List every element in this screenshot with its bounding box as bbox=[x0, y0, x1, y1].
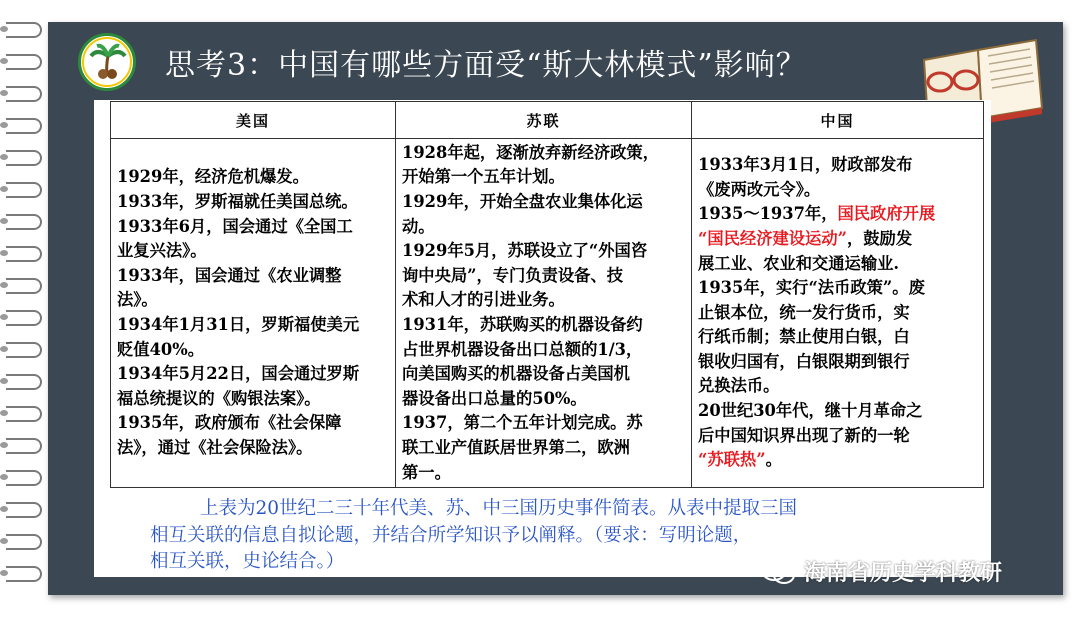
spiral-ring bbox=[6, 310, 42, 326]
table-text-line bbox=[402, 362, 687, 387]
table-text: 业复兴法》。 bbox=[117, 241, 207, 261]
watermark bbox=[760, 556, 1002, 587]
table-text: 1935～1937年， bbox=[698, 204, 838, 224]
table-text-line bbox=[698, 301, 979, 326]
spiral-ring bbox=[6, 278, 42, 294]
table-text: 止银本位，统一发行货币，实 bbox=[698, 302, 910, 322]
table-text-line bbox=[402, 338, 687, 363]
table-text-line bbox=[117, 288, 391, 313]
history-table bbox=[110, 101, 984, 488]
spiral-ring bbox=[6, 118, 42, 134]
table-text: 1935年，政府颁布《社会保障 bbox=[117, 413, 342, 433]
table-text: 行纸币制；禁止使用白银，白 bbox=[698, 327, 910, 347]
table-text: 1934年1月31日，罗斯福使美元 bbox=[117, 315, 360, 334]
table-text: 1928年起，逐渐放弃新经济政策， bbox=[402, 142, 659, 162]
table-text: 。 bbox=[765, 450, 782, 470]
cell-ussr bbox=[396, 139, 692, 488]
table-text: 术和人才的引进业务。 bbox=[402, 290, 565, 310]
header-china: 中国 bbox=[692, 102, 984, 139]
table-text-line bbox=[698, 424, 979, 449]
spiral-ring bbox=[6, 214, 42, 230]
table-text: 展工业、农业和交通运输业. bbox=[698, 253, 900, 273]
table-text-line bbox=[698, 350, 979, 375]
spiral-ring bbox=[6, 502, 42, 518]
table-text: 动。 bbox=[402, 216, 435, 236]
table-text: 1933年，国会通过《农业调整 bbox=[117, 265, 342, 285]
table-text: 银收归国有，白银限期到银行 bbox=[698, 351, 910, 371]
table-text-line bbox=[402, 215, 687, 240]
wechat-icon bbox=[760, 558, 796, 586]
table-text-line bbox=[402, 436, 687, 461]
table-text-line bbox=[402, 411, 687, 436]
question-line: 相互关联的信息自拟论题，并结合所学知识予以阐释。（要求：写明论题， bbox=[150, 524, 752, 546]
question-line: 相互关联，史论结合。） bbox=[150, 551, 345, 572]
table-text: 器设备出口总量的50%。 bbox=[402, 388, 587, 408]
table-text-line bbox=[117, 190, 391, 215]
table-text-line bbox=[117, 362, 391, 387]
spiral-ring bbox=[6, 246, 42, 262]
table-text-line bbox=[698, 399, 979, 424]
table-text-line bbox=[402, 461, 687, 486]
table-text-line bbox=[402, 239, 687, 264]
table-text: 法》，通过《社会保险法》。 bbox=[117, 437, 313, 457]
table-text-line bbox=[117, 264, 391, 289]
table-text-line bbox=[402, 288, 687, 313]
table-text-line bbox=[698, 227, 979, 252]
watermark-text: 海南省历史学科教研 bbox=[804, 561, 1003, 586]
highlight-text: “国民经济建设运动” bbox=[698, 228, 847, 248]
table-text-line bbox=[402, 141, 687, 166]
table-text: 1937，第二个五年计划完成。苏 bbox=[402, 413, 643, 433]
highlight-text: “苏联热” bbox=[698, 450, 766, 470]
spiral-ring bbox=[6, 150, 42, 166]
spiral-ring bbox=[6, 534, 42, 550]
table-text-line bbox=[117, 313, 391, 338]
spiral-ring bbox=[6, 438, 42, 454]
table-text: 向美国购买的机器设备占美国机 bbox=[402, 364, 630, 384]
table-text: 开始第一个五年计划。 bbox=[402, 167, 565, 187]
highlight-text: 国民政府开展 bbox=[837, 204, 936, 224]
spiral-ring bbox=[6, 86, 42, 102]
spiral-ring bbox=[6, 342, 42, 358]
logo-icon bbox=[78, 33, 136, 91]
table-text: 联工业产值跃居世界第二，欧洲 bbox=[402, 437, 630, 457]
table-text-line bbox=[698, 202, 979, 227]
spiral-ring bbox=[6, 470, 42, 486]
table-text-line bbox=[402, 387, 687, 412]
table-text-line bbox=[698, 276, 979, 301]
question-line: 上表为20世纪二三十年代美、苏、中三国历史事件简表。从表中提取三国 bbox=[200, 498, 798, 519]
table-text: 贬值40%。 bbox=[117, 339, 204, 359]
table-text-line bbox=[698, 448, 979, 473]
table-text: 1934年5月22日，国会通过罗斯 bbox=[117, 364, 360, 384]
table-text-line bbox=[698, 252, 979, 277]
table-text-line bbox=[117, 338, 391, 363]
table-text: 1931年，苏联购买的机器设备约 bbox=[402, 315, 643, 334]
table-text: 兑换法币。 bbox=[698, 376, 780, 396]
table-text-line bbox=[402, 190, 687, 215]
table-text: 法》。 bbox=[117, 290, 158, 310]
table-text: 20世纪30年代，继十月革命之 bbox=[698, 401, 923, 421]
table-text: ，鼓励发 bbox=[846, 228, 913, 248]
table-text: 1933年3月1日，财政部发布 bbox=[698, 155, 913, 175]
table-text: 福总统提议的《购银法案》。 bbox=[117, 388, 321, 408]
header-ussr: 苏联 bbox=[396, 102, 692, 139]
cell-china bbox=[692, 139, 984, 488]
table-text: 占世界机器设备出口总额的1/3， bbox=[402, 339, 643, 359]
table-text-line bbox=[698, 153, 979, 178]
table-text-line bbox=[117, 436, 391, 461]
table-text-line bbox=[117, 165, 391, 190]
table-text-line bbox=[117, 387, 391, 412]
table-text-line bbox=[402, 313, 687, 338]
table-text: 后中国知识界出现了新的一轮 bbox=[698, 425, 910, 445]
spiral-ring bbox=[6, 182, 42, 198]
table-text: 1933年6月，国会通过《全国工 bbox=[117, 216, 353, 236]
spiral-ring bbox=[6, 374, 42, 390]
spiral-ring bbox=[6, 54, 42, 70]
table-text-line bbox=[698, 374, 979, 399]
table-text: 1935年，实行“法币政策”。废 bbox=[698, 278, 925, 298]
header-usa: 美国 bbox=[111, 102, 396, 139]
table-text-line bbox=[117, 239, 391, 264]
table-text-line bbox=[698, 325, 979, 350]
page-title: 思考3：中国有哪些方面受“斯大林模式”影响？ bbox=[165, 48, 807, 83]
spiral-ring bbox=[6, 566, 42, 582]
table-text-line bbox=[402, 264, 687, 289]
table-text: 1929年，经济危机爆发。 bbox=[117, 167, 309, 187]
table-text: 第一。 bbox=[402, 462, 451, 482]
table-text-line bbox=[117, 215, 391, 240]
table-text: 1929年5月，苏联设立了“外国咨 bbox=[402, 241, 648, 261]
table-text: 1929年，开始全盘农业集体化运 bbox=[402, 192, 643, 212]
table-text: 1933年，罗斯福就任美国总统。 bbox=[117, 192, 358, 212]
spiral-binding bbox=[0, 0, 48, 619]
table-text: 询中央局”，专门负责设备、技 bbox=[402, 265, 624, 285]
table-text-line bbox=[117, 411, 391, 436]
table-text-line bbox=[698, 178, 979, 203]
table-text-line bbox=[402, 165, 687, 190]
spiral-ring bbox=[6, 22, 42, 38]
cell-usa bbox=[111, 139, 396, 488]
table-text: 《废两改元令》。 bbox=[698, 179, 821, 199]
spiral-ring bbox=[6, 406, 42, 422]
